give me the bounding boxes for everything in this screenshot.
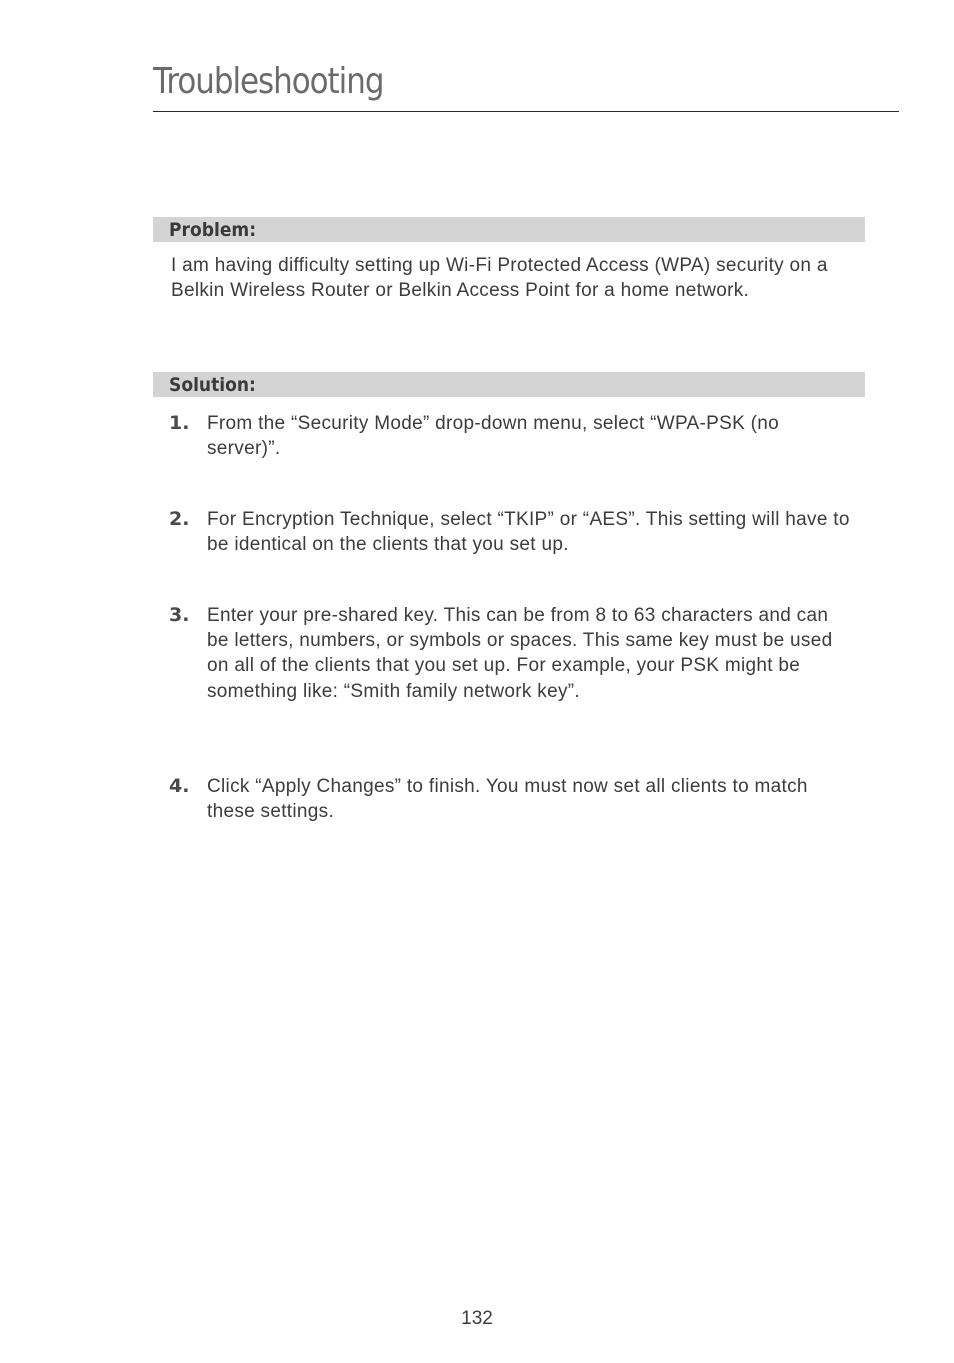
step-text: Click “Apply Changes” to finish. You must now set all clients to match these settings. — [207, 776, 808, 823]
solution-label: Solution: — [169, 374, 256, 396]
solution-header — [153, 372, 865, 397]
step-number: 3. — [169, 604, 190, 626]
problem-description: I am having difficulty setting up Wi-Fi Protected Access (WPA) security on a Belkin Wireless Router or Belkin Access Point for a home network. — [171, 255, 828, 302]
problem-label: Problem: — [169, 219, 257, 241]
step-text: Enter your pre-shared key. This can be from 8 to 63 characters and can be letters, numbers, or symbols or spaces. This same key must be used on all of the clients that you set up. For example, your PSK might be something like: “Smith family network key”. — [207, 605, 833, 702]
step-number: 2. — [169, 508, 190, 530]
problem-header — [153, 217, 865, 242]
step-text: From the “Security Mode” drop-down menu, select “WPA-PSK (no server)”. — [207, 413, 780, 460]
step-number: 4. — [169, 775, 190, 797]
page-title: Troubleshooting — [153, 61, 384, 102]
step-text: For Encryption Technique, select “TKIP” or “AES”. This setting will have to be identical on the clients that you set up. — [207, 509, 850, 556]
title-divider — [153, 111, 899, 112]
page-number: 132 — [461, 1308, 493, 1329]
step-number: 1. — [169, 412, 190, 434]
